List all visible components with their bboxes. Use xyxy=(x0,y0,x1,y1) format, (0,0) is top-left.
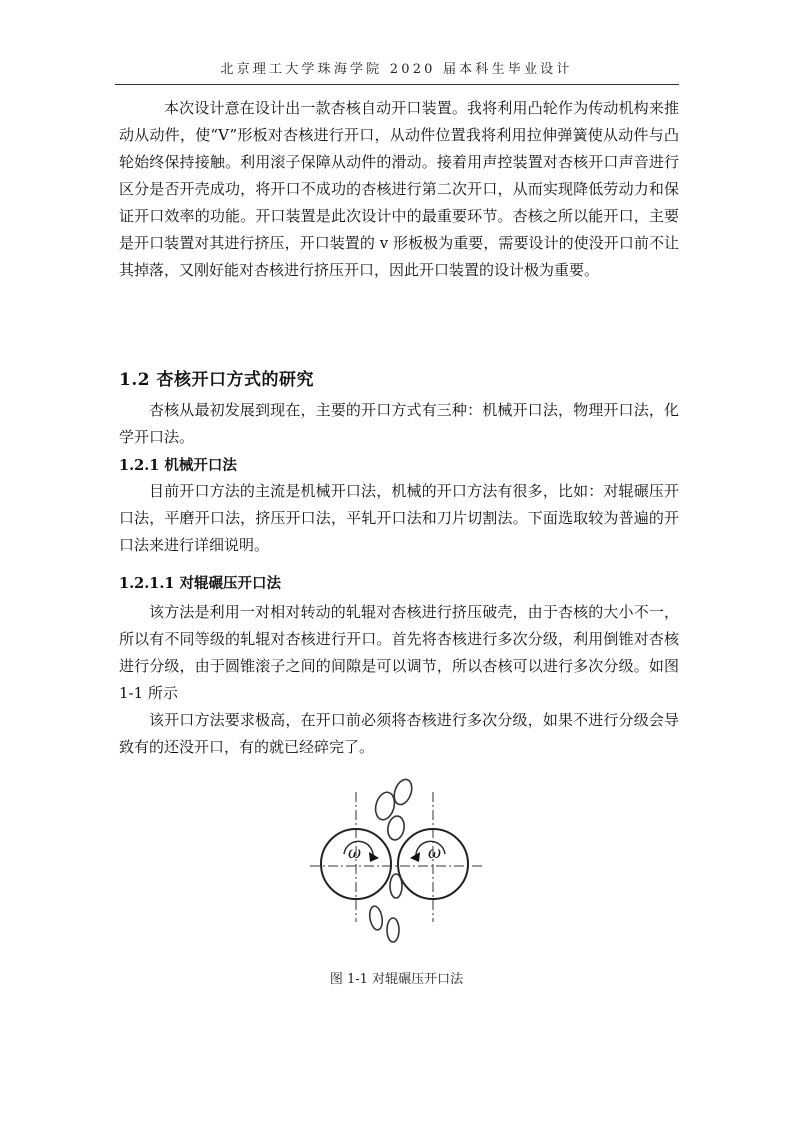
kernel-bottom-right xyxy=(387,918,399,942)
section-1-2-1-1-block xyxy=(119,599,679,761)
section-1-2-1-paragraph: 目前开口方法的主流是机械开口法，机械的开口方法有很多，比如：对辊碾压开口法，平磨开口法，挤压开口法，平轧开口法和刀片切割法。下面选取较为普遍的开口法来进行详细说明。 xyxy=(119,482,679,554)
left-roller-omega: ω xyxy=(348,843,362,862)
header-rule xyxy=(115,84,679,85)
section-heading-1-2-1: 1.2.1 机械开口法 xyxy=(119,457,237,474)
kernel-bottom-left xyxy=(368,905,384,931)
section-1-2-block xyxy=(119,397,679,451)
kernel-below-rollers xyxy=(390,874,402,898)
intro-block xyxy=(119,95,679,284)
section-1-2-1-1-paragraph-2: 该开口方法要求极高，在开口前必须将杏核进行多次分级，如果不进行分级会导致有的还没开口，有的就已经碎完了。 xyxy=(119,711,679,756)
section-1-2-1-block xyxy=(119,478,679,559)
section-1-2-paragraph: 杏核从最初发展到现在，主要的开口方式有三种：机械开口法，物理开口法，化学开口法。 xyxy=(119,401,679,446)
left-rotation-arrow xyxy=(369,852,379,862)
intro-paragraph: 本次设计意在设计出一款杏核自动开口装置。我将利用凸轮作为传动机构来推动从动件，使“V”形板对杏核进行开口，从动件位置我将利用拉伸弹簧使从动件与凸轮始终保持接触。利用滚子保障从动件的滑动。接着用声控装置对杏核开口声音进行区分是否开壳成功，将开口不成功的杏核进行第二次开口，从而实现降低劳动力和保证开口效率的功能。开口装置是此次设计中的最重要环节。杏核之所以能开口，主要是开口装置对其进行挤压，开口装置的 v 形板极为重要，需要设计的使没开口前不让其掉落，又刚好能对杏核进行挤压开口，因此开口装置的设计极为重要。 xyxy=(119,99,679,279)
right-roller-omega: ω xyxy=(428,843,442,862)
roller-diagram-svg xyxy=(300,772,494,962)
kernel-middle xyxy=(386,815,406,841)
section-heading-1-2: 1.2 杏核开口方式的研究 xyxy=(119,370,314,390)
section-1-2-1-1-paragraph-1: 该方法是利用一对相对转动的轧辊对杏核进行挤压破壳，由于杏核的大小不一，所以有不同等级的轧辊对杏核进行开口。首先将杏核进行多次分级，利用倒锥对杏核进行分级，由于圆锥滚子之间的间隙是可以调节，所以杏核可以进行多次分级。如图 1-1 所示 xyxy=(119,603,679,702)
right-rotation-arrow xyxy=(410,852,420,862)
figure-roller-diagram xyxy=(300,772,494,962)
page-header: 北京理工大学珠海学院 2020 届本科生毕业设计 xyxy=(220,62,573,77)
section-heading-1-2-1-1: 1.2.1.1 对辊碾压开口法 xyxy=(119,575,282,592)
figure-caption: 图 1-1 对辊碾压开口法 xyxy=(329,972,464,987)
